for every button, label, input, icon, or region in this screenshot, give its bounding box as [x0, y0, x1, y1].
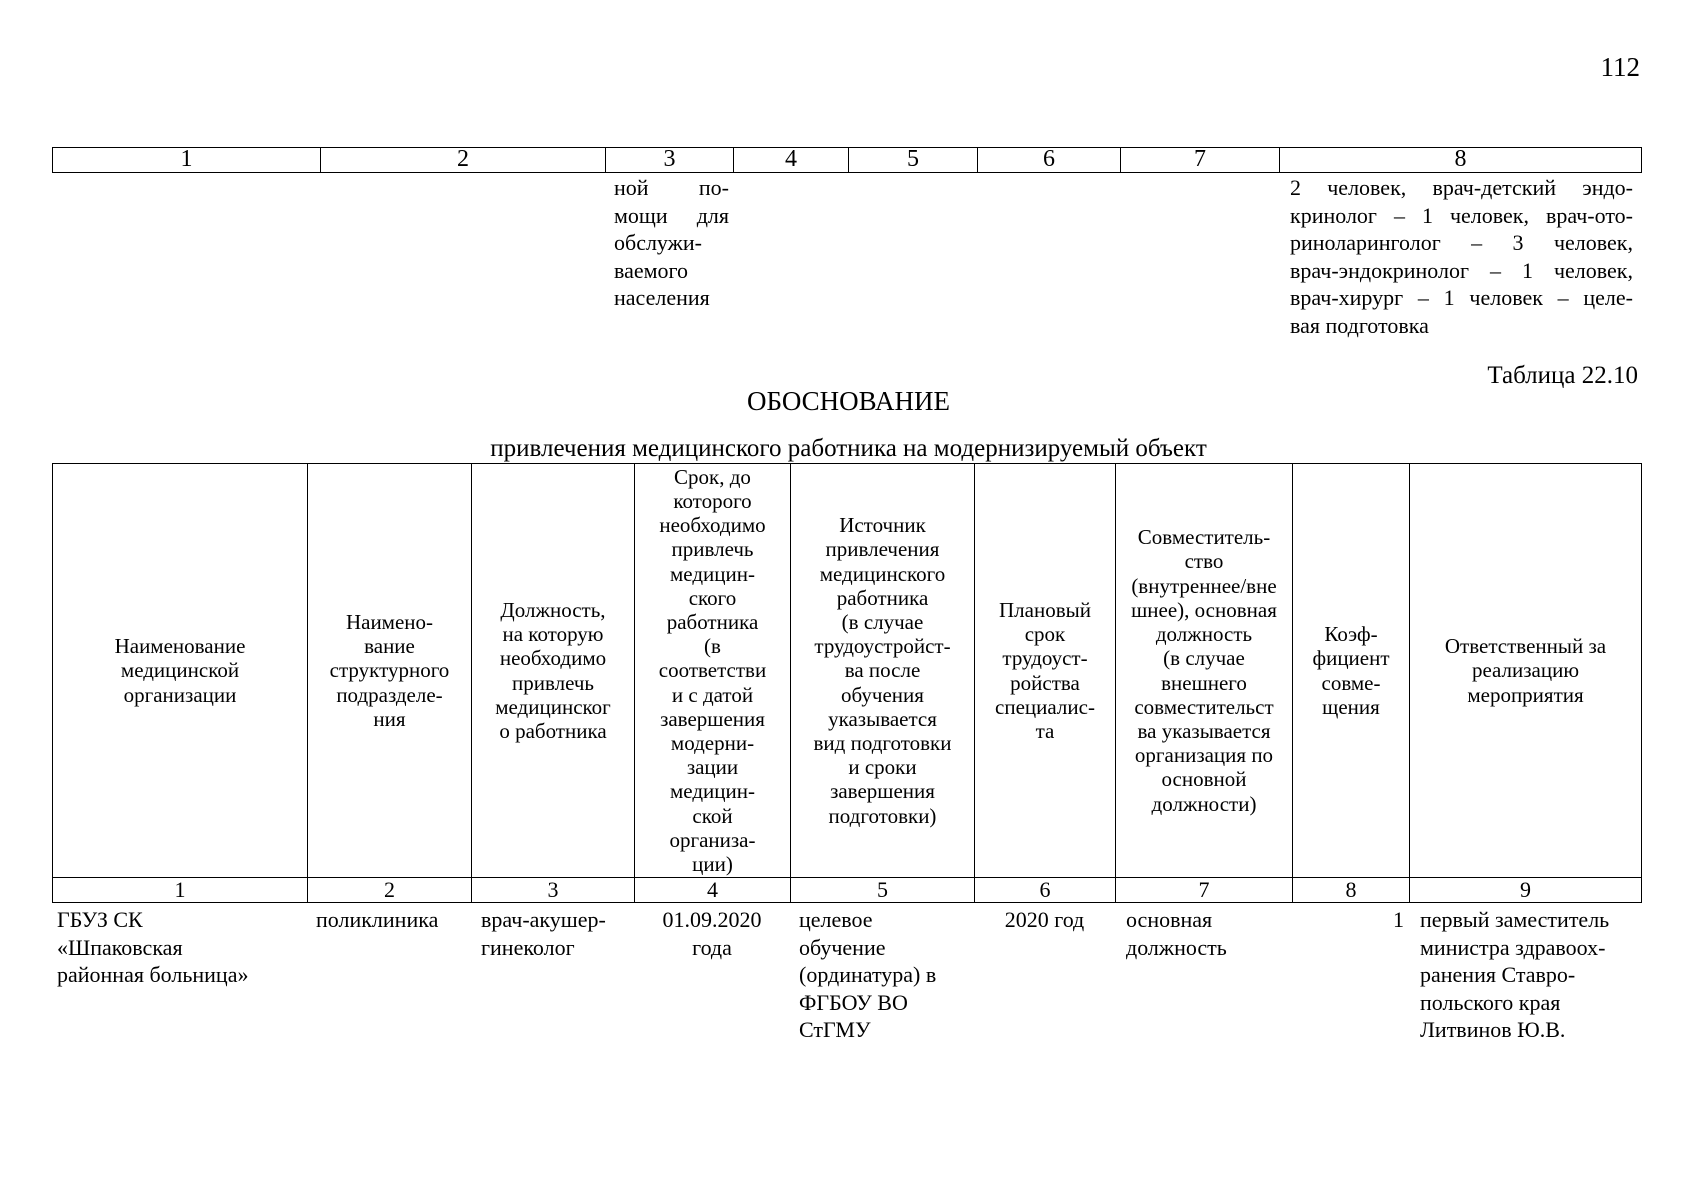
header-cell [1116, 464, 1292, 877]
column-number: 5 [791, 877, 974, 902]
header-cell-text: Совместитель- ство (внутреннее/вне шнее), основная должность (в случае внешнего совместительст ва указывается организация по основной должности) [1131, 525, 1277, 816]
text-line: ваемого [614, 257, 689, 283]
header-cell [635, 464, 790, 877]
text-line: населения [614, 285, 710, 310]
cell-text: целевое обучение (ординатура) в ФГБОУ ВО СтГМУ [799, 907, 937, 1042]
text-line: 2 человек, врач-детский эндо- [1290, 175, 1633, 200]
text-line: кринолог – 1 человек, врач-ото- [1290, 202, 1633, 228]
text-line: врач-эндокринолог – 1 человек, [1290, 257, 1633, 283]
header-number-cell: 2 [321, 148, 606, 172]
header-number-cell: 3 [606, 148, 734, 172]
header-cell [791, 464, 974, 877]
header-column [1410, 464, 1641, 902]
column-number: 9 [1410, 877, 1641, 902]
header-column [308, 464, 472, 902]
header-number-cell: 4 [734, 148, 849, 172]
header-column [472, 464, 635, 902]
continuation-col3-text [614, 174, 729, 312]
header-cell [1410, 464, 1641, 877]
document-subtitle: привлечения медицинского работника на модернизируемый объект [490, 435, 1207, 462]
cell-text: 2020 год [1004, 907, 1085, 932]
page-number: 112 [1600, 52, 1640, 82]
header-cell-text: Срок, до которого необходимо привлечь медицин- ского работника (в соответстви и с датой завершения модерни- зации медицин- ской организа- ции) [658, 464, 767, 877]
table-number: Таблица 22.10 [1487, 362, 1638, 389]
header-cell-text: Наименование медицинской организации [114, 634, 246, 707]
text-line: врач-хирург – 1 человек – целе- [1290, 285, 1633, 310]
header-cell [53, 464, 307, 877]
header-number-cell: 6 [978, 148, 1121, 172]
source-cell [790, 906, 974, 1044]
column-number: 6 [975, 877, 1115, 902]
header-cell [472, 464, 634, 877]
header-number-cell: 7 [1121, 148, 1280, 172]
column-number: 1 [53, 877, 307, 902]
combination-cell [1115, 906, 1292, 1044]
organization-cell [52, 906, 307, 1044]
header-column [635, 464, 791, 902]
responsible-cell [1409, 906, 1642, 1044]
table-row [52, 906, 1642, 1044]
header-cell-text: Коэф- фициент совме- щения [1312, 622, 1390, 719]
cell-text: 1 [1393, 907, 1404, 932]
header-column [53, 464, 308, 902]
header-column [791, 464, 975, 902]
deadline-cell [634, 906, 790, 1044]
continuation-col8-text [1290, 174, 1633, 339]
column-number: 3 [472, 877, 634, 902]
header-cell-text: Наимено- вание структурного подразделе- ния [329, 609, 450, 731]
header-cell-text: Ответственный за реализацию мероприятия [1444, 634, 1607, 707]
header-column [1116, 464, 1293, 902]
header-cell [975, 464, 1115, 877]
header-cell-text: Плановый срок трудоуст- ройства специалис- та [995, 597, 1095, 743]
text-line: риноларинголог – 3 человек, [1290, 230, 1633, 255]
continuation-table-header [52, 147, 1642, 173]
header-number-cell: 1 [53, 148, 321, 172]
header-cell [1293, 464, 1409, 877]
text-line: ной по- [614, 175, 729, 200]
planned-term-cell [974, 906, 1115, 1044]
cell-text: ГБУЗ СК «Шпаковская районная больница» [57, 907, 249, 987]
cell-text: основная должность [1126, 907, 1227, 960]
text-line: вая подготовка [1290, 312, 1429, 338]
cell-text: 01.09.2020 года [662, 907, 762, 960]
header-column [975, 464, 1116, 902]
cell-text: врач-акушер- гинеколог [481, 907, 606, 960]
header-cell-text: Должность, на которую необходимо привлечь медицинског о работника [495, 597, 611, 743]
text-line: обслужи- [614, 230, 702, 255]
column-number: 4 [635, 877, 790, 902]
cell-text: первый заместитель министра здравоох- ранения Ставро- польского края Литвинов Ю.В. [1420, 907, 1610, 1042]
cell-text: поликлиника [316, 907, 439, 932]
column-number: 7 [1116, 877, 1292, 902]
text-line: мощи для [614, 202, 729, 228]
header-number-cell: 5 [849, 148, 978, 172]
header-column [1293, 464, 1410, 902]
column-number: 2 [308, 877, 471, 902]
column-number: 8 [1293, 877, 1409, 902]
header-number-cell: 8 [1454, 146, 1467, 172]
header-cell [308, 464, 471, 877]
main-table-header [52, 463, 1642, 903]
position-cell [471, 906, 634, 1044]
coefficient-cell [1292, 906, 1409, 1044]
document-title: ОБОСНОВАНИЕ [747, 386, 950, 416]
division-cell [307, 906, 471, 1044]
header-cell-text: Источник привлечения медицинского работника (в случае трудоустройст- ва после обучения указывается вид подготовки и сроки завершения подготовки) [813, 513, 952, 828]
